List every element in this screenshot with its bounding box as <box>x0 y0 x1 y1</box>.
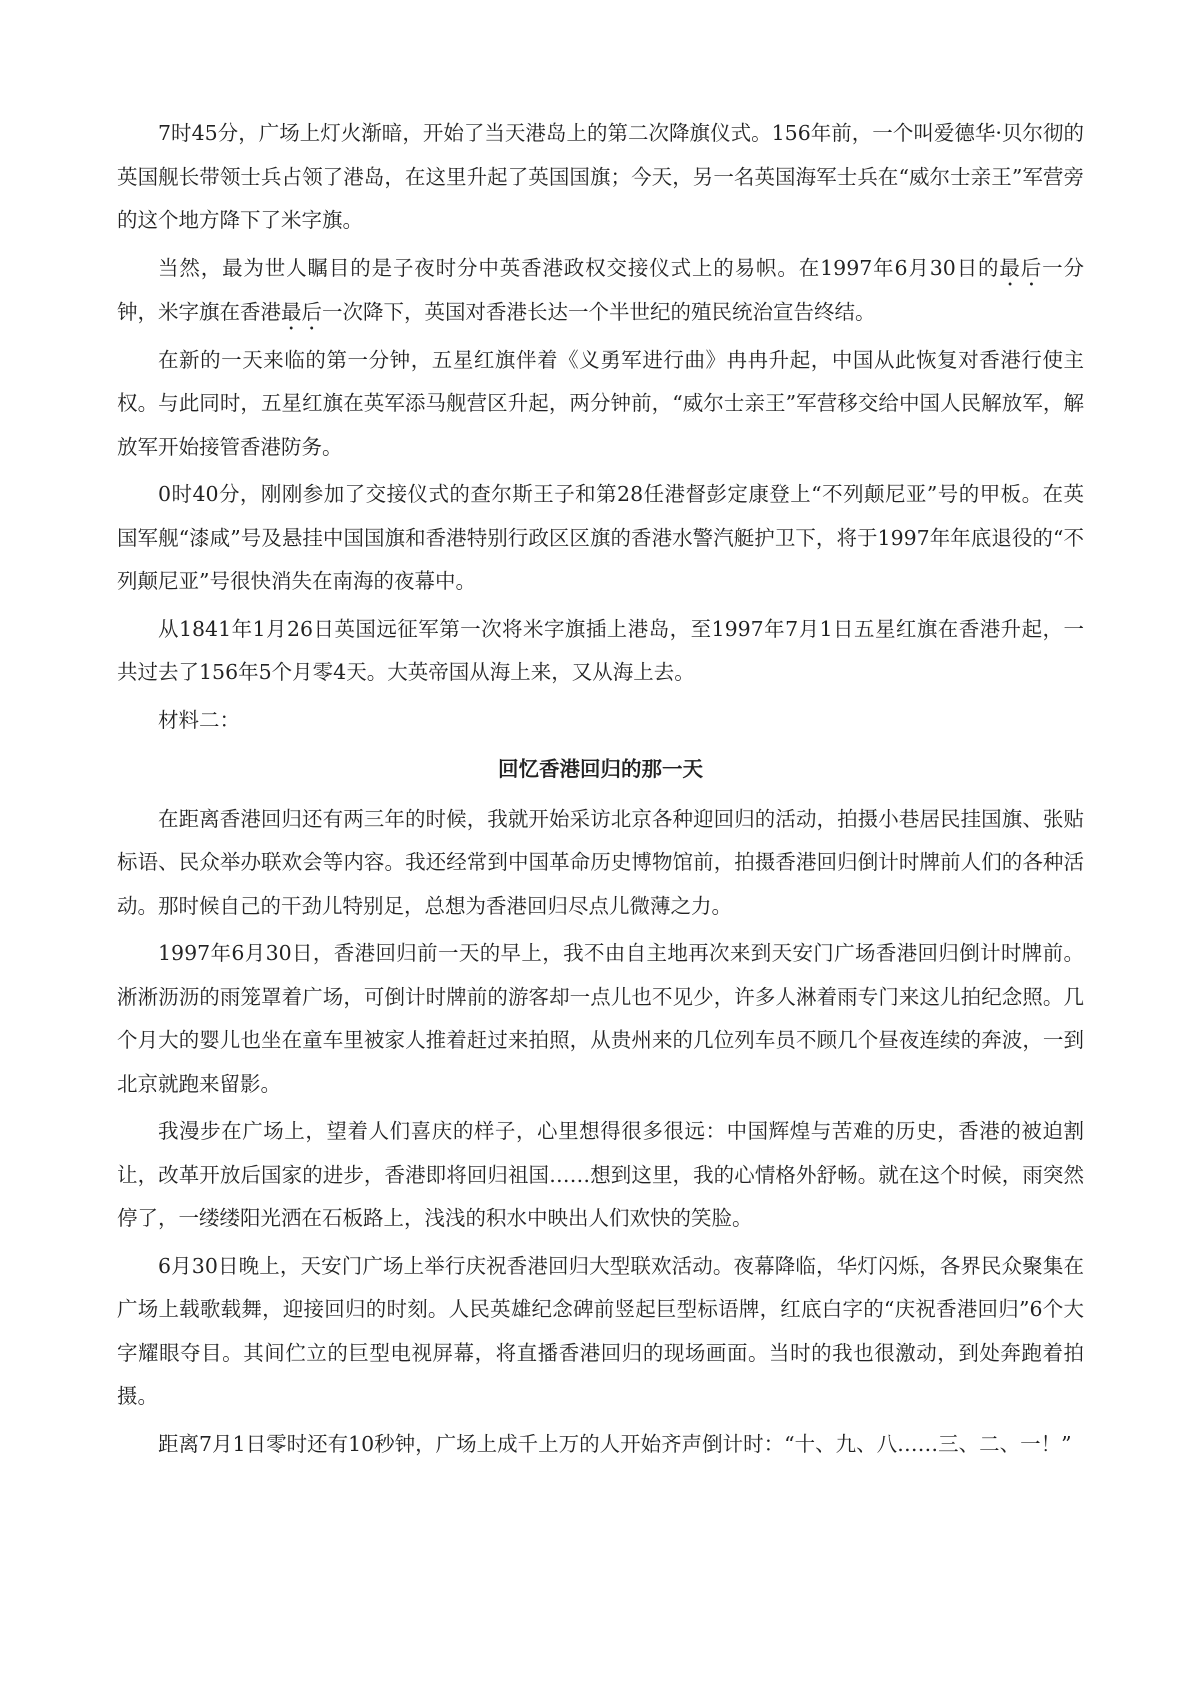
paragraph-britannia-departure: 0时40分，刚刚参加了交接仪式的查尔斯王子和第28任港督彭定康登上“不列颠尼亚”号的甲板。在英国军舰“漆咸”号及悬挂中国国旗和香港特别行政区区旗的香港水警汽艇护卫下，将于1997年年底退役的“不列颠尼亚”号很快消失在南海的夜幕中。 <box>117 482 1084 593</box>
paragraph-text-segment: 当然，最为世人瞩目的是子夜时分中英香港政权交接仪式上的易帜。在1997年6月30日的 <box>158 255 1000 280</box>
paragraph-summary: 从1841年1月26日英国远征军第一次将米字旗插上港岛，至1997年7月1日五星红旗在香港升起，一共过去了156年5个月零4天。大英帝国从海上来，又从海上去。 <box>117 616 1084 684</box>
emphasized-word-last: 最后 <box>999 255 1043 280</box>
article-title: 回忆香港回归的那一天 <box>498 757 703 781</box>
paragraph-handover-flag-change <box>117 247 1084 335</box>
paragraph-flag-lowering: 7时45分，广场上灯火渐暗，开始了当天港岛上的第二次降旗仪式。156年前，一个叫爱德华·贝尔彻的英国舰长带领士兵占领了港岛，在这里升起了英国国旗；今天，另一名英国海军士兵在“威尔士亲王”军营旁的这个地方降下了米字旗。 <box>117 121 1084 232</box>
paragraph-flag-raising: 在新的一天来临的第一分钟，五星红旗伴着《义勇军进行曲》冉冉升起，中国从此恢复对香港行使主权。与此同时，五星红旗在英军添马舰营区升起，两分钟前，“威尔士亲王”军营移交给中国人民解放军，解放军开始接管香港防务。 <box>117 347 1084 459</box>
paragraph-june-30-evening: 6月30日晚上，天安门广场上举行庆祝香港回归大型联欢活动。夜幕降临，华灯闪烁，各界民众聚集在广场上载歌载舞，迎接回归的时刻。人民英雄纪念碑前竖起巨型标语牌，红底白字的“庆祝香港回归”6个大字耀眼夺目。其间伫立的巨型电视屏幕，将直播香港回归的现场画面。当时的我也很激动，到处奔跑着拍摄。 <box>117 1253 1084 1408</box>
paragraph-text-segment: 一分钟，米字旗在香港 <box>117 255 1084 324</box>
material-label: 材料二： <box>158 707 240 732</box>
paragraph-june-30-morning: 1997年6月30日，香港回归前一天的早上，我不由自主地再次来到天安门广场香港回归倒计时牌前。淅淅沥沥的雨笼罩着广场，可倒计时牌前的游客却一点儿也不见少，许多人淋着雨专门来这儿拍纪念照。几个月大的婴儿也坐在童车里被家人推着赶过来拍照，从贵州来的几位列车员不顾几个昼夜连续的奔波，一到北京就跑来留影。 <box>117 941 1084 1096</box>
paragraph-countdown: 距离7月1日零时还有10秒钟，广场上成千上万的人开始齐声倒计时：“十、九、八……三、二、一！” <box>158 1431 1072 1456</box>
paragraph-walking-square: 我漫步在广场上，望着人们喜庆的样子，心里想得很多很远：中国辉煌与苦难的历史，香港的被迫割让，改革开放后国家的进步，香港即将回归祖国……想到这里，我的心情格外舒畅。就在这个时候，雨突然停了，一缕缕阳光洒在石板路上，浅浅的积水中映出人们欢快的笑脸。 <box>117 1119 1084 1230</box>
paragraph-text-segment: 一次降下，英国对香港长达一个半世纪的殖民统治宣告终结。 <box>322 299 876 324</box>
paragraph-interviews: 在距离香港回归还有两三年的时候，我就开始采访北京各种迎回归的活动，拍摄小巷居民挂国旗、张贴标语、民众举办联欢会等内容。我还经常到中国革命历史博物馆前，拍摄香港回归倒计时牌前人们的各种活动。那时候自己的干劲儿特别足，总想为香港回归尽点儿微薄之力。 <box>117 806 1084 918</box>
emphasized-word-last: 最后 <box>281 299 322 324</box>
